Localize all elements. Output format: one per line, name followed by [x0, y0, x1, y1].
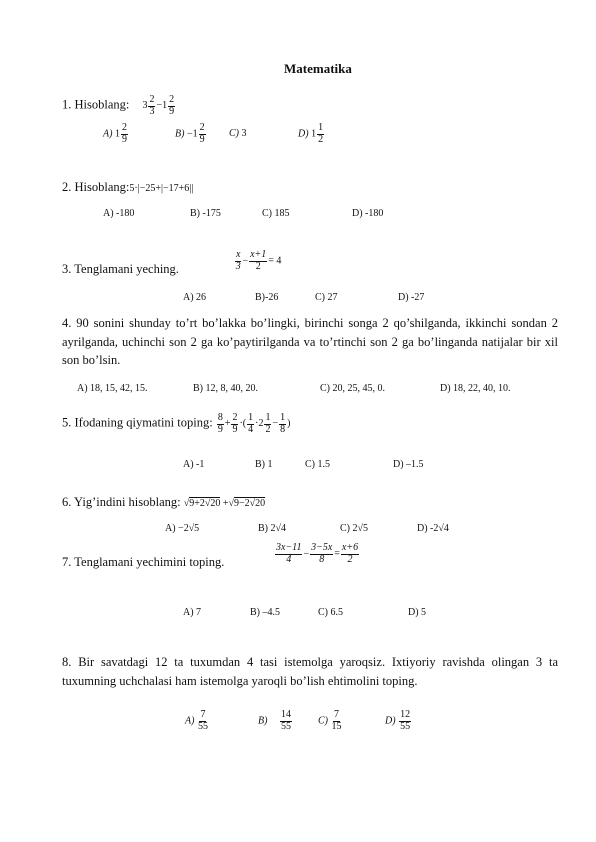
answer-a[interactable]: A) 18, 15, 42, 15. — [77, 383, 148, 394]
question-2 — [62, 180, 193, 195]
answer-b[interactable]: B) 1 — [255, 459, 273, 470]
question-expression: √9+2√20 +√9−2√20 — [183, 498, 266, 509]
question-text: 1. Hisoblang: — [62, 97, 130, 112]
question-expression: $\frac{8}{9}$ + $\frac{2}{9}$ ·( $\frac{1}{4}$ ·2 $\frac{1}{2}$ − $\frac{1}{8}$ ) — [217, 412, 291, 435]
answer-a[interactable]: A) $\frac{7}{55}$ — [185, 709, 208, 732]
answer-d[interactable]: D) -180 — [352, 208, 384, 219]
answer-b[interactable]: B) −1 $\frac{2}{9}$ — [175, 122, 205, 145]
answer-b[interactable]: B) –4.5 — [250, 607, 280, 618]
answer-c[interactable]: C) 185 — [262, 208, 290, 219]
answer-d[interactable]: D) $\frac{12}{55}$ — [385, 709, 411, 732]
answer-a[interactable]: A) −2√5 — [165, 523, 200, 534]
answer-b[interactable]: B) $\frac{14}{55}$ — [258, 709, 291, 732]
answer-d[interactable]: D) –1.5 — [393, 459, 424, 470]
answer-b[interactable]: B) 12, 8, 40, 20. — [193, 383, 258, 394]
answer-d[interactable]: D) 18, 22, 40, 10. — [440, 383, 511, 394]
question-4-text: 4. 90 sonini shunday to’rt bo’lakka bo’lingki, birinchi songa 2 qo’shilganda, ikkinchi sondan 2 ayrilganda, uchinchi son 2 ga ko’paytirilganda va to’rtinchi son 2 ga bo’linganda natijalar bir xil son bo’lsin. — [62, 316, 558, 367]
page-title: Matematika — [284, 61, 352, 76]
answer-c[interactable]: C) 1.5 — [305, 459, 330, 470]
answer-c[interactable]: C) 27 — [315, 292, 338, 303]
answer-c[interactable]: C) $\frac{7}{15}$ — [318, 709, 342, 732]
answer-c[interactable]: C) 20, 25, 45, 0. — [320, 383, 385, 394]
answer-b[interactable]: B) -175 — [190, 208, 221, 219]
question-expression: 3 $\frac{2}{3}$ −1 $\frac{2}{9}$ — [142, 94, 175, 117]
question-text: 3. Tenglamani yeching. — [62, 262, 179, 276]
question-expression: $\frac{3x-11}{4}$ − $\frac{3-5x}{8}$ = $\frac{x+6}{2}$ — [276, 542, 359, 565]
answer-a[interactable]: A) 26 — [183, 292, 207, 303]
answer-d[interactable]: D) 5 — [408, 607, 427, 618]
question-text: 6. Yig’indini hisoblang: — [62, 495, 181, 509]
answer-c[interactable]: C) 6.5 — [318, 607, 343, 618]
answer-d[interactable]: D) -27 — [398, 292, 425, 303]
question-5 — [62, 413, 290, 435]
question-text: 5. Ifodaning qiymatini toping: — [62, 415, 213, 430]
answer-d[interactable]: D) -2√4 — [417, 523, 449, 534]
answer-a[interactable]: A) 1 $\frac{2}{9}$ — [103, 122, 127, 145]
answer-a[interactable]: A) -1 — [183, 459, 205, 470]
answer-c[interactable]: C) 2√5 — [340, 523, 368, 534]
answer-a[interactable]: A) -180 — [103, 208, 135, 219]
answer-b[interactable]: B) 2√4 — [258, 523, 286, 534]
question-6 — [62, 495, 265, 510]
question-8-text: 8. Bir savatdagi 12 ta tuxumdan 4 tasi istemolga yaroqsiz. Ixtiyoriy ravishda olingan 3 ta tuxumning uchchalasi ham istemolga yaroqli bo’lish ehtimolini toping. — [62, 655, 558, 688]
question-expression: $\frac{x}{3}$ − $\frac{x+1}{2}$ = 4 — [235, 249, 282, 272]
question-text: 7. Tenglamani yechimini toping. — [62, 555, 225, 569]
question-7 — [62, 555, 224, 570]
question-1 — [62, 95, 176, 117]
question-3 — [62, 262, 179, 277]
answer-a[interactable]: A) 7 — [183, 607, 202, 618]
answer-b[interactable]: B)-26 — [255, 292, 279, 303]
answer-d[interactable]: D) 1 $\frac{1}{2}$ — [298, 122, 324, 145]
question-expression: 5·|−25+|−17+6|| — [129, 183, 194, 194]
answer-c[interactable]: C) 3 — [229, 128, 247, 139]
question-text: 2. Hisoblang: — [62, 180, 130, 194]
